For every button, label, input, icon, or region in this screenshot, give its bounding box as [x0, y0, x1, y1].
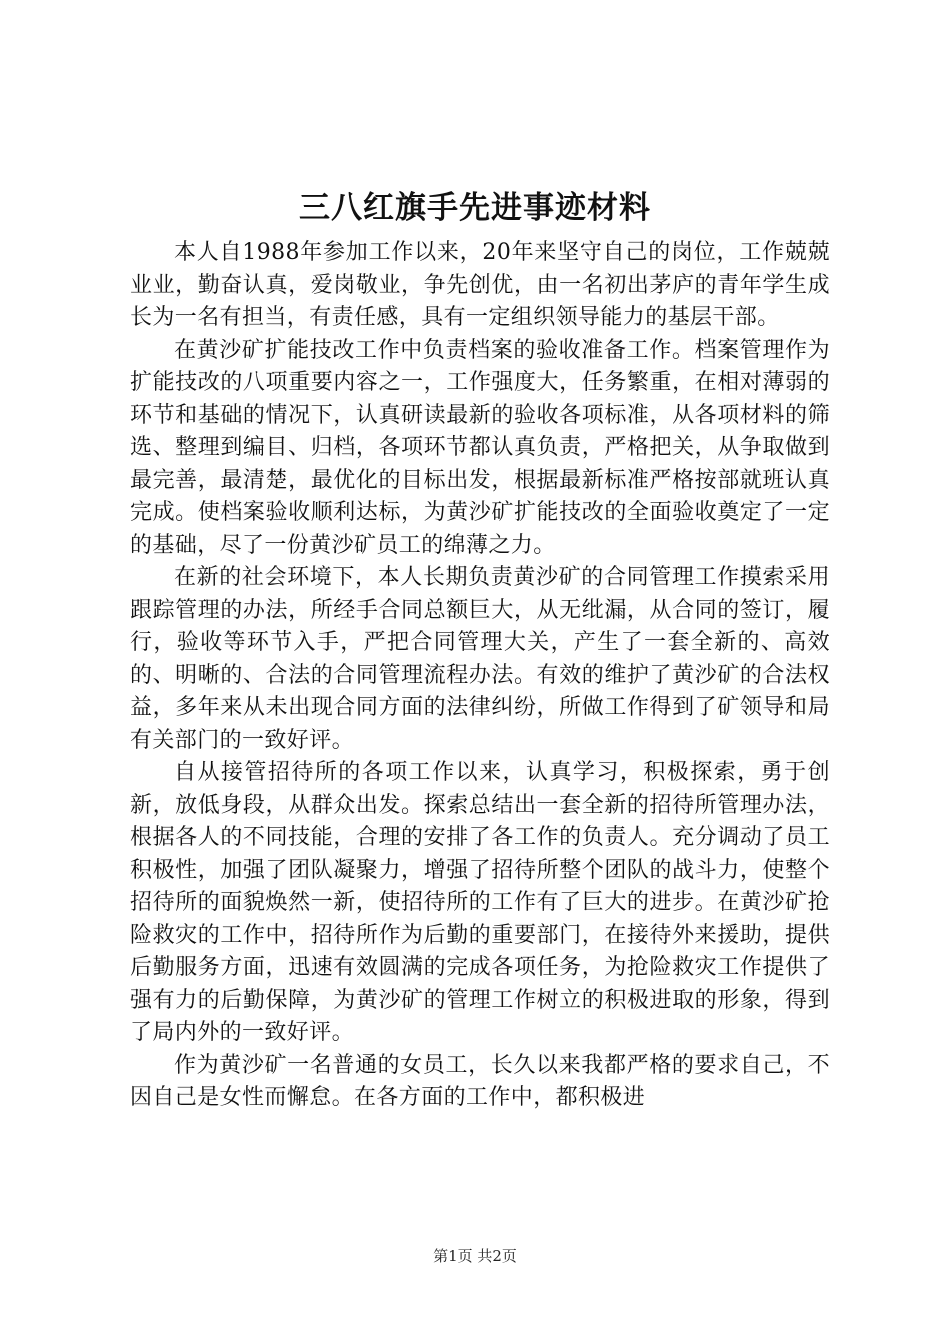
document-body — [130, 237, 830, 1187]
paragraph: 自从接管招待所的各项工作以来，认真学习，积极探索，勇于创新，放低身段，从群众出发。探索总结出一套全新的招待所管理办法，根据各人的不同技能，合理的安排了各工作的负责人。充分调动了员工积极性，加强了团队凝聚力，增强了招待所整个团队的战斗力，使整个招待所的面貌焕然一新，使招待所的工作有了巨大的进步。在黄沙矿抢险救灾的工作中，招待所作为后勤的重要部门，在接待外来援助，提供后勤服务方面，迅速有效圆满的完成各项任务，为抢险救灾工作提供了强有力的后勤保障，为黄沙矿的管理工作树立的积极进取的形象，得到了局内外的一致好评。 — [130, 760, 830, 1045]
document-title: 三八红旗手先进事迹材料 — [299, 190, 651, 226]
paragraph: 作为黄沙矿一名普通的女员工，长久以来我都严格的要求自己，不因自己是女性而懈怠。在各方面的工作中，都积极进 — [130, 1052, 830, 1110]
paragraph: 在新的社会环境下，本人长期负责黄沙矿的合同管理工作摸索采用跟踪管理的办法，所经手合同总额巨大，从无纰漏，从合同的签订，履行，验收等环节入手，严把合同管理大关，产生了一套全新的、高效的、明晰的、合法的合同管理流程办法。有效的维护了黄沙矿的合法权益，多年来从未出现合同方面的法律纠纷，所做工作得到了矿领导和局有关部门的一致好评。 — [130, 565, 830, 753]
paragraph: 在黄沙矿扩能技改工作中负责档案的验收准备工作。档案管理作为扩能技改的八项重要内容之一，工作强度大，任务繁重，在相对薄弱的环节和基础的情况下，认真研读最新的验收各项标准，从各项材料的筛选、整理到编目、归档，各项环节都认真负责，严格把关，从争取做到最完善，最清楚，最优化的目标出发，根据最新标准严格按部就班认真完成。使档案验收顺利达标，为黄沙矿扩能技改的全面验收奠定了一定的基础，尽了一份黄沙矿员工的绵薄之力。 — [130, 337, 830, 558]
paragraph: 本人自1988年参加工作以来，20年来坚守自己的岗位，工作兢兢业业，勤奋认真，爱岗敬业，争先创优，由一名初出茅庐的青年学生成长为一名有担当，有责任感，具有一定组织领导能力的基层干部。 — [130, 240, 830, 330]
page-number-footer: 第1页 共2页 — [433, 1247, 517, 1265]
